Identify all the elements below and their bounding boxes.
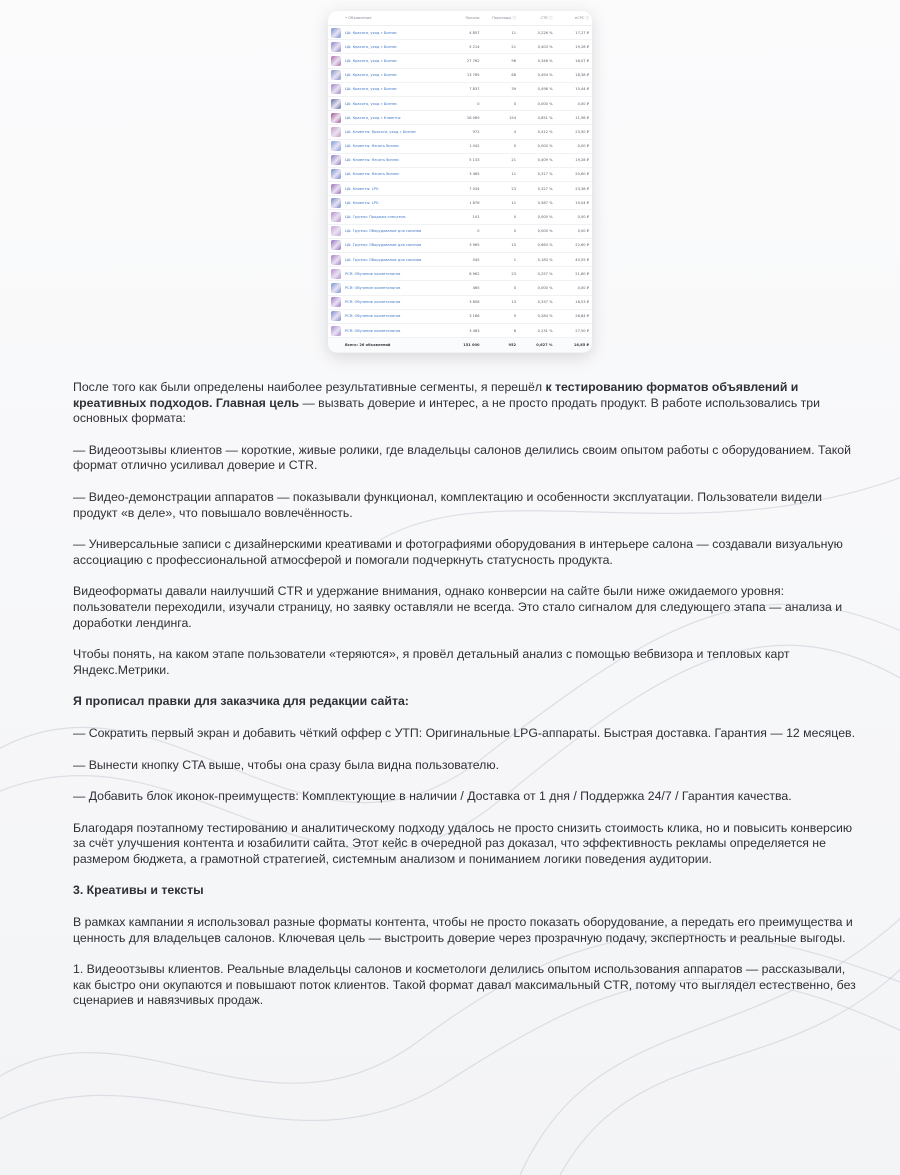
header-ad[interactable]: • Объявление bbox=[342, 11, 446, 26]
table-row[interactable] bbox=[328, 82, 592, 96]
cell-cpc: 19,04 ₽ bbox=[556, 196, 593, 210]
ad-thumbnail-image bbox=[331, 113, 341, 123]
cell-clicks: 15 bbox=[483, 238, 520, 252]
ad-thumbnail-image bbox=[331, 42, 341, 52]
cell-cpc: 0,00 ₽ bbox=[556, 139, 593, 153]
cell-cpc: 18,38 ₽ bbox=[556, 68, 593, 82]
cell-name[interactable]: ЦА: Красота, уход » Бизнес bbox=[342, 68, 446, 82]
cell-ctr: 0,663 % bbox=[519, 238, 556, 252]
table-total-row bbox=[328, 338, 592, 353]
cell-ctr: 0,000 % bbox=[519, 96, 556, 110]
cell-ctr: 0,409 % bbox=[519, 153, 556, 167]
cell-name[interactable]: ЦА: Группы: Оборудование для салонов bbox=[342, 253, 446, 267]
cell-impressions: 0 bbox=[446, 224, 483, 238]
ad-thumbnail-image bbox=[331, 326, 341, 336]
cell-ctr: 0,317 % bbox=[519, 167, 556, 181]
cell-ctr: 0,346 % bbox=[519, 54, 556, 68]
row-thumbnail-cell bbox=[328, 238, 342, 252]
ad-thumbnail-image bbox=[331, 311, 341, 321]
row-thumbnail-cell bbox=[328, 224, 342, 238]
cell-impressions: 972 bbox=[446, 125, 483, 139]
header-clicks[interactable]: Переходы ⓘ bbox=[483, 11, 520, 26]
row-thumbnail-cell bbox=[328, 40, 342, 54]
intro-text-end: — вызвать доверие и интерес, а не просто продать продукт. В работе использовались три основных формата: bbox=[73, 395, 820, 426]
cell-clicks: 23 bbox=[483, 182, 520, 196]
cell-name[interactable]: ЦА: Группы: Продажа спецтехн. bbox=[342, 210, 446, 224]
table-row[interactable] bbox=[328, 153, 592, 167]
cell-clicks: 11 bbox=[483, 196, 520, 210]
cell-impressions: 1 876 bbox=[446, 196, 483, 210]
row-thumbnail-cell bbox=[328, 182, 342, 196]
cell-cpc: 23,50 ₽ bbox=[556, 125, 593, 139]
row-thumbnail-cell bbox=[328, 153, 342, 167]
cell-name[interactable]: ЦА: Красота, уход » Бизнес bbox=[342, 82, 446, 96]
cell-impressions: 5 133 bbox=[446, 153, 483, 167]
cell-impressions: 141 bbox=[446, 210, 483, 224]
cell-impressions: 27 762 bbox=[446, 54, 483, 68]
cell-clicks: 23 bbox=[483, 267, 520, 281]
cell-clicks: 154 bbox=[483, 111, 520, 125]
header-checkbox[interactable] bbox=[328, 11, 342, 26]
cell-cpc: 20,60 ₽ bbox=[556, 167, 593, 181]
cell-cpc: 0,00 ₽ bbox=[556, 96, 593, 110]
table-row[interactable] bbox=[328, 281, 592, 295]
cell-name[interactable]: ЦА: Клиенты: Начать бизнес bbox=[342, 167, 446, 181]
table-row[interactable] bbox=[328, 224, 592, 238]
cell-clicks: 8 bbox=[483, 323, 520, 337]
table-row[interactable] bbox=[328, 96, 592, 110]
cell-name[interactable]: ЦА: Красота, уход » Бизнес bbox=[342, 54, 446, 68]
cell-name[interactable]: ЦА: Группы: Оборудование для салонов bbox=[342, 224, 446, 238]
cell-impressions: 0 bbox=[446, 96, 483, 110]
ads-stats-table bbox=[328, 11, 592, 353]
table-row[interactable] bbox=[328, 40, 592, 54]
cell-cpc: 21,60 ₽ bbox=[556, 267, 593, 281]
cell-ctr: 0,257 % bbox=[519, 267, 556, 281]
cell-cpc: 27,50 ₽ bbox=[556, 323, 593, 337]
ad-thumbnail-image bbox=[331, 70, 341, 80]
format-universal-posts: — Универсальные записи с дизайнерскими креативами и фотографиями оборудования в интерьере салона — создавали визуальную ассоциацию с профессиональной атмосферой и помогали подчеркнуть статусность продукта. bbox=[73, 537, 843, 567]
row-thumbnail-cell bbox=[328, 96, 342, 110]
cell-ctr: 0,284 % bbox=[519, 309, 556, 323]
table-row[interactable] bbox=[328, 238, 592, 252]
ad-thumbnail-image bbox=[331, 155, 341, 165]
cell-impressions: 3 965 bbox=[446, 238, 483, 252]
edit-icons-block: — Добавить блок иконок-преимуществ: Комплектующие в наличии / Доставка от 1 дня / Поддержка 24/7 / Гарантия качества. bbox=[73, 789, 792, 804]
header-impressions[interactable]: Показы bbox=[446, 11, 483, 26]
cell-clicks: 21 bbox=[483, 40, 520, 54]
cell-ctr: 0,587 % bbox=[519, 196, 556, 210]
cell-clicks: 0 bbox=[483, 139, 520, 153]
cell-name[interactable]: ЦА: Клиенты: LPG bbox=[342, 182, 446, 196]
row-thumbnail-cell bbox=[328, 253, 342, 267]
cell-name[interactable]: РСЯ: Обучение косметологов bbox=[342, 267, 446, 281]
row-thumbnail-cell bbox=[328, 267, 342, 281]
cell-cpc: 18,53 ₽ bbox=[556, 295, 593, 309]
ad-thumbnail-image bbox=[331, 283, 341, 293]
cell-cpc: 0,00 ₽ bbox=[556, 210, 593, 224]
cell-ctr: 0,000 % bbox=[519, 139, 556, 153]
cell-impressions: 4 857 bbox=[446, 26, 483, 40]
cell-impressions: 7 837 bbox=[446, 82, 483, 96]
row-thumbnail-cell bbox=[328, 323, 342, 337]
header-cpc[interactable]: eCPC ⓘ bbox=[556, 11, 593, 26]
cell-clicks: 4 bbox=[483, 125, 520, 139]
cell-ctr: 0,498 % bbox=[519, 82, 556, 96]
cell-clicks: 96 bbox=[483, 54, 520, 68]
cell-ctr: 0,226 % bbox=[519, 26, 556, 40]
table-row[interactable] bbox=[328, 167, 592, 181]
cell-ctr: 0,412 % bbox=[519, 125, 556, 139]
cell-impressions: 3 858 bbox=[446, 295, 483, 309]
cell-ctr: 0,851 % bbox=[519, 111, 556, 125]
ad-thumbnail-image bbox=[331, 212, 341, 222]
cell-cpc: 19,28 ₽ bbox=[556, 40, 593, 54]
row-thumbnail-cell bbox=[328, 82, 342, 96]
article-body bbox=[73, 380, 863, 1025]
ad-thumbnail-image bbox=[331, 297, 341, 307]
cell-clicks: 0 bbox=[483, 281, 520, 295]
table-row[interactable] bbox=[328, 210, 592, 224]
table-row[interactable] bbox=[328, 68, 592, 82]
table-row[interactable] bbox=[328, 323, 592, 337]
format-video-reviews: — Видеоотзывы клиентов — короткие, живые ролики, где владельцы салонов делились своим опытом работы с оборудованием. Такой формат отлично усиливал доверие и CTR. bbox=[73, 442, 851, 473]
cell-clicks: 11 bbox=[483, 167, 520, 181]
cell-impressions: 5 214 bbox=[446, 40, 483, 54]
cell-cpc: 40,55 ₽ bbox=[556, 253, 593, 267]
cell-cpc: 19,28 ₽ bbox=[556, 153, 593, 167]
cell-impressions: 18 089 bbox=[446, 111, 483, 125]
cell-clicks: 39 bbox=[483, 82, 520, 96]
cell-impressions: 3 463 bbox=[446, 323, 483, 337]
cell-ctr: 0,494 % bbox=[519, 68, 556, 82]
ad-thumbnail-image bbox=[331, 240, 341, 250]
cell-cpc: 23,36 ₽ bbox=[556, 182, 593, 196]
cell-clicks: 68 bbox=[483, 68, 520, 82]
video-results-paragraph: Видеоформаты давали наилучший CTR и удержание внимания, однако конверсии на сайте были ниже ожидаемого уровня: пользователи переходили, изучали страницу, но заявку оставляли не всегда. Это стало сигналом для следующего этапа — анализа и доработки лендинга. bbox=[73, 584, 843, 630]
total-name: Всего: 26 объявлений bbox=[342, 338, 446, 353]
section-heading-creatives: 3. Креативы и тексты bbox=[73, 883, 204, 898]
ad-thumbnail-image bbox=[331, 28, 341, 38]
creatives-intro-paragraph: В рамках кампании я использовал разные форматы контента, чтобы не просто показать оборудование, а передать его преимущества и ценность для владельцев салонов. Ключевая цель — выстроить доверие через прозрачную подачу, экспертность и реальные выгоды. bbox=[73, 915, 853, 945]
cell-name[interactable]: ЦА: Красота, уход » Клиенты bbox=[342, 111, 446, 125]
cell-ctr: 0,000 % bbox=[519, 224, 556, 238]
cell-impressions: 7 034 bbox=[446, 182, 483, 196]
row-thumbnail-cell bbox=[328, 167, 342, 181]
ad-thumbnail-image bbox=[331, 169, 341, 179]
header-ctr[interactable]: CTR ⓘ bbox=[519, 11, 556, 26]
ad-thumbnail-image bbox=[331, 56, 341, 66]
total-cpc: 16,85 ₽ bbox=[556, 338, 593, 353]
cell-name[interactable]: ЦА: Красота, уход » Бизнес bbox=[342, 96, 446, 110]
cell-clicks: 9 bbox=[483, 309, 520, 323]
row-thumbnail-cell bbox=[328, 309, 342, 323]
cell-cpc: 16,07 ₽ bbox=[556, 54, 593, 68]
table-header-row bbox=[328, 11, 592, 26]
cell-name[interactable]: ЦА: Клиенты: Начать бизнес bbox=[342, 153, 446, 167]
cell-name[interactable]: ЦА: Клиенты: LPG bbox=[342, 196, 446, 210]
cell-name[interactable]: ЦА: Клиенты: Красота, уход » Бизнес bbox=[342, 125, 446, 139]
cell-clicks: 0 bbox=[483, 210, 520, 224]
table-row[interactable] bbox=[328, 26, 592, 40]
row-thumbnail-cell bbox=[328, 295, 342, 309]
cell-cpc: 11,98 ₽ bbox=[556, 111, 593, 125]
cell-impressions: 1 042 bbox=[446, 139, 483, 153]
cell-impressions: 8 962 bbox=[446, 267, 483, 281]
cell-name[interactable]: РСЯ: Обучение косметологов bbox=[342, 309, 446, 323]
cell-name[interactable]: ЦА: Красота, уход » Бизнес bbox=[342, 26, 446, 40]
cell-ctr: 0,000 % bbox=[519, 281, 556, 295]
table-row[interactable] bbox=[328, 111, 592, 125]
total-clicks: 952 bbox=[483, 338, 520, 353]
ad-thumbnail-image bbox=[331, 269, 341, 279]
row-thumbnail-cell bbox=[328, 196, 342, 210]
cell-ctr: 0,183 % bbox=[519, 253, 556, 267]
ad-thumbnail-image bbox=[331, 127, 341, 137]
cell-impressions: 3 166 bbox=[446, 309, 483, 323]
cell-clicks: 1 bbox=[483, 253, 520, 267]
cell-clicks: 13 bbox=[483, 295, 520, 309]
analysis-paragraph: Чтобы понять, на каком этапе пользователи «теряются», я провёл детальный анализ с помощью вебвизора и тепловых карт Яндекс.Метрики. bbox=[73, 647, 790, 677]
cell-cpc: 15,44 ₽ bbox=[556, 82, 593, 96]
cell-clicks: 0 bbox=[483, 96, 520, 110]
table-row[interactable] bbox=[328, 54, 592, 68]
ad-thumbnail-image bbox=[331, 198, 341, 208]
ad-thumbnail-image bbox=[331, 84, 341, 94]
row-thumbnail-cell bbox=[328, 281, 342, 295]
row-thumbnail-cell bbox=[328, 210, 342, 224]
table-row[interactable] bbox=[328, 139, 592, 153]
article-intro-paragraph bbox=[73, 380, 863, 427]
row-thumbnail-cell bbox=[328, 26, 342, 40]
cell-ctr: 0,403 % bbox=[519, 40, 556, 54]
table-body bbox=[328, 26, 592, 353]
cell-cpc: 22,60 ₽ bbox=[556, 238, 593, 252]
cell-impressions: 545 bbox=[446, 253, 483, 267]
intro-text-bold: к тестированию форматов объявлений и креативных подходов. Главная цель bbox=[73, 380, 799, 410]
edit-first-screen: — Сократить первый экран и добавить чёткий оффер с УТП: Оригинальные LPG-аппараты. Быстрая доставка. Гарантия — 12 месяцев. bbox=[73, 725, 855, 740]
cell-impressions: 3 465 bbox=[446, 167, 483, 181]
cell-ctr: 0,337 % bbox=[519, 295, 556, 309]
row-thumbnail-cell bbox=[328, 111, 342, 125]
cell-name[interactable]: РСЯ: Обучение косметологов bbox=[342, 281, 446, 295]
cell-clicks: 11 bbox=[483, 26, 520, 40]
ad-thumbnail-image bbox=[331, 141, 341, 151]
cell-impressions: 465 bbox=[446, 281, 483, 295]
cell-clicks: 0 bbox=[483, 224, 520, 238]
ad-thumbnail-image bbox=[331, 184, 341, 194]
ad-thumbnail-image bbox=[331, 255, 341, 265]
total-impressions: 151 000 bbox=[446, 338, 483, 353]
cell-clicks: 21 bbox=[483, 153, 520, 167]
cell-impressions: 13 765 bbox=[446, 68, 483, 82]
cell-cpc: 0,00 ₽ bbox=[556, 224, 593, 238]
cell-name[interactable]: ЦА: Красота, уход » Бизнес bbox=[342, 40, 446, 54]
total-ctr: 0,627 % bbox=[519, 338, 556, 353]
format-video-demos: — Видео-демонстрации аппаратов — показывали функционал, комплектацию и особенности эксплуатации. Пользователи видели продукт «в деле», что повышало вовлечённость. bbox=[73, 489, 822, 520]
cell-name[interactable]: РСЯ: Обучение косметологов bbox=[342, 323, 446, 337]
row-thumbnail-cell bbox=[328, 54, 342, 68]
cell-ctr: 0,231 % bbox=[519, 323, 556, 337]
row-thumbnail-cell bbox=[328, 125, 342, 139]
table-row[interactable] bbox=[328, 267, 592, 281]
cell-name[interactable]: ЦА: Группы: Оборудование для салонов bbox=[342, 238, 446, 252]
cell-name[interactable]: РСЯ: Обучение косметологов bbox=[342, 295, 446, 309]
conclusion-paragraph: Благодаря поэтапному тестированию и аналитическому подходу удалось не просто снизить стоимость клика, но и повысить конверсию за счёт улучшения контента и юзабилити сайта. Этот кейс в очередной раз доказал, что эффективность рекламы определяется не размером бюджета, а грамотной стратегией, системным анализом и пониманием логики поведения аудитории. bbox=[73, 820, 853, 866]
creatives-item-1: 1. Видеоотзывы клиентов. Реальные владельцы салонов и косметологи делились опытом использования аппаратов — рассказывали, как быстро они окупаются и повышают поток клиентов. Такой формат давал максимальный CTR, потому что выглядел естественно, без сценариев и навязчивых продаж. bbox=[73, 962, 856, 1008]
edits-heading: Я прописал правки для заказчика для редакции сайта: bbox=[73, 694, 409, 709]
intro-text-start: После того как были определены наиболее результативные сегменты, я перешёл bbox=[73, 380, 546, 394]
table-row[interactable] bbox=[328, 253, 592, 267]
cell-cpc: 0,00 ₽ bbox=[556, 281, 593, 295]
table-row[interactable] bbox=[328, 125, 592, 139]
cell-name[interactable]: ЦА: Клиенты: Начать бизнес bbox=[342, 139, 446, 153]
edit-cta-button: — Вынести кнопку CTA выше, чтобы она сразу была видна пользователю. bbox=[73, 757, 499, 772]
stats-table-card bbox=[328, 11, 592, 353]
table-row[interactable] bbox=[328, 295, 592, 309]
cell-ctr: 0,000 % bbox=[519, 210, 556, 224]
table-row[interactable] bbox=[328, 182, 592, 196]
total-empty-cell bbox=[328, 338, 342, 353]
cell-ctr: 0,327 % bbox=[519, 182, 556, 196]
ad-thumbnail-image bbox=[331, 226, 341, 236]
table-row[interactable] bbox=[328, 196, 592, 210]
table-row[interactable] bbox=[328, 309, 592, 323]
row-thumbnail-cell bbox=[328, 68, 342, 82]
row-thumbnail-cell bbox=[328, 139, 342, 153]
ad-thumbnail-image bbox=[331, 99, 341, 109]
cell-cpc: 17,27 ₽ bbox=[556, 26, 593, 40]
cell-cpc: 26,84 ₽ bbox=[556, 309, 593, 323]
